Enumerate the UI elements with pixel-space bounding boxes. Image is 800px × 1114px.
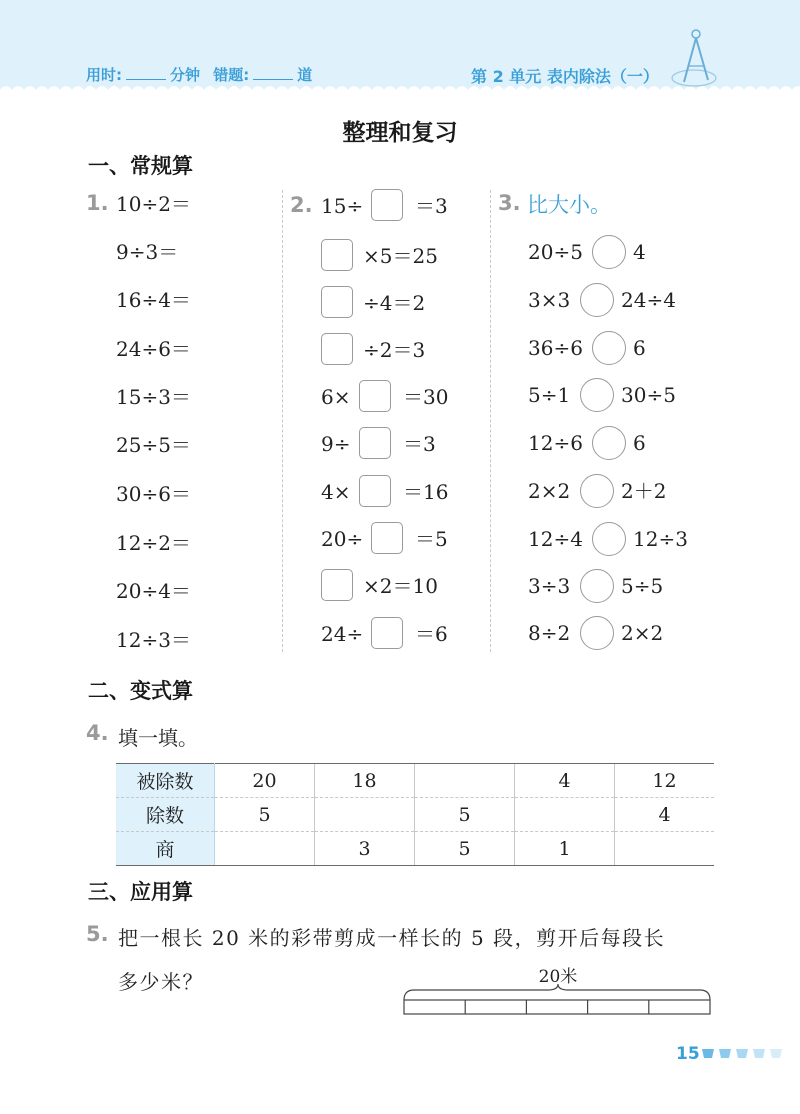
- ribbon-bar: [404, 1000, 710, 1014]
- compare-left: 2×2: [528, 479, 571, 503]
- answer-box[interactable]: [371, 522, 403, 554]
- section-heading-variant: 二、变式算: [88, 679, 193, 703]
- compare-circle[interactable]: [580, 474, 614, 508]
- question-number-1: 1.: [86, 191, 109, 215]
- row-header: 被除数: [116, 764, 215, 798]
- answer-box[interactable]: [359, 475, 391, 507]
- exercise-suffix: ÷2＝3: [363, 338, 426, 362]
- column-divider: [282, 190, 283, 652]
- blank-cell[interactable]: [215, 832, 315, 866]
- errors-blank[interactable]: [253, 65, 293, 80]
- answer-box[interactable]: [371, 617, 403, 649]
- compare-right: 6: [633, 431, 646, 455]
- table-cell: 4: [515, 764, 615, 798]
- page-number: 15: [676, 1044, 700, 1064]
- section-heading-application: 三、应用算: [88, 880, 193, 904]
- division-exercise: 24÷6＝: [116, 337, 191, 361]
- answer-box[interactable]: [321, 333, 353, 365]
- table-cell: 1: [515, 832, 615, 866]
- division-exercise: 10÷2＝: [116, 192, 191, 216]
- compare-circle[interactable]: [580, 569, 614, 603]
- exercise-prefix: 6×: [321, 385, 351, 409]
- division-exercise: 20÷4＝: [116, 579, 191, 603]
- table-cell: 5: [415, 798, 515, 832]
- division-exercise: 30÷6＝: [116, 482, 191, 506]
- compare-left: 36÷6: [528, 336, 583, 360]
- division-exercise: 9÷3＝: [116, 240, 179, 264]
- compare-left: 20÷5: [528, 240, 583, 264]
- division-exercise: 16÷4＝: [116, 288, 191, 312]
- answer-box[interactable]: [321, 239, 353, 271]
- exercise-suffix: ＝30: [403, 385, 449, 409]
- page-title: 整理和复习: [342, 120, 458, 146]
- exercise-suffix: ＝6: [415, 622, 448, 646]
- exercise-suffix: ＝3: [403, 432, 436, 456]
- exercise-prefix: 4×: [321, 480, 351, 504]
- exercise-suffix: ÷4＝2: [363, 291, 426, 315]
- compare-right: 24÷4: [621, 288, 676, 312]
- compare-circle[interactable]: [580, 616, 614, 650]
- word-problem-line1: 把一根长 20 米的彩带剪成一样长的 5 段，剪开后每段长: [118, 926, 666, 950]
- exercise-suffix: ×5＝25: [363, 244, 438, 268]
- compass-icon: [668, 26, 720, 92]
- answer-box[interactable]: [321, 569, 353, 601]
- answer-box[interactable]: [321, 286, 353, 318]
- exercise-prefix: 15÷: [321, 194, 364, 218]
- exercise-suffix: ＝16: [403, 480, 449, 504]
- compare-right: 30÷5: [621, 383, 676, 407]
- compare-right: 12÷3: [633, 527, 688, 551]
- compare-circle[interactable]: [592, 522, 626, 556]
- unit-title: 第 2 单元 表内除法（一）: [471, 67, 659, 86]
- errors-unit: 道: [297, 66, 313, 84]
- division-exercise: 25÷5＝: [116, 433, 191, 457]
- compare-circle[interactable]: [592, 426, 626, 460]
- question-number-3: 3.: [498, 191, 521, 215]
- compare-left: 8÷2: [528, 621, 571, 645]
- exercise-prefix: 9÷: [321, 432, 351, 456]
- compare-right: 5÷5: [621, 574, 664, 598]
- blank-cell[interactable]: [415, 764, 515, 798]
- table-cell: 20: [215, 764, 315, 798]
- exercise-prefix: 24÷: [321, 622, 364, 646]
- answer-box[interactable]: [359, 380, 391, 412]
- answer-box[interactable]: [371, 189, 403, 221]
- division-exercise: 12÷3＝: [116, 628, 191, 652]
- compare-left: 12÷6: [528, 431, 583, 455]
- table-row: [116, 832, 714, 866]
- compare-right: 2＋2: [621, 479, 667, 503]
- fill-instruction: 填一填。: [118, 726, 198, 750]
- division-exercise: 12÷2＝: [116, 531, 191, 555]
- compare-instruction: 比大小。: [527, 193, 611, 217]
- exercise-prefix: 20÷: [321, 527, 364, 551]
- exercise-suffix: ×2＝10: [363, 574, 438, 598]
- table-cell: 5: [415, 832, 515, 866]
- table-cell: 18: [315, 764, 415, 798]
- table-cell: 12: [615, 764, 715, 798]
- question-number-5: 5.: [86, 922, 109, 946]
- row-header: 除数: [116, 798, 215, 832]
- table-cell: 5: [215, 798, 315, 832]
- segment-diagram: [400, 962, 720, 1022]
- division-table: [116, 763, 714, 866]
- question-number-4: 4.: [86, 721, 109, 745]
- compare-circle[interactable]: [580, 283, 614, 317]
- compare-circle[interactable]: [592, 235, 626, 269]
- table-cell: 3: [315, 832, 415, 866]
- answer-box[interactable]: [359, 427, 391, 459]
- table-row: [116, 798, 714, 832]
- exercise-suffix: ＝3: [415, 194, 448, 218]
- compare-right: 6: [633, 336, 646, 360]
- compare-circle[interactable]: [580, 378, 614, 412]
- decorative-cups: [700, 1047, 790, 1061]
- compare-circle[interactable]: [592, 331, 626, 365]
- blank-cell[interactable]: [615, 832, 715, 866]
- compare-right: 2×2: [621, 621, 664, 645]
- exercise-suffix: ＝5: [415, 527, 448, 551]
- row-header: 商: [116, 832, 215, 866]
- time-record: [86, 64, 312, 85]
- section-heading-routine: 一、常规算: [88, 154, 193, 178]
- time-label: 用时:: [86, 66, 122, 84]
- errors-label: 错题:: [213, 66, 250, 84]
- table-cell: 4: [615, 798, 715, 832]
- time-blank[interactable]: [126, 65, 166, 80]
- diagram-brace: [404, 984, 710, 1000]
- table-row: [116, 764, 714, 798]
- word-problem-line2: 多少米？: [118, 970, 204, 994]
- compare-left: 3÷3: [528, 574, 571, 598]
- division-exercise: 15÷3＝: [116, 385, 191, 409]
- compare-left: 3×3: [528, 288, 571, 312]
- blank-cell[interactable]: [315, 798, 415, 832]
- compare-left: 12÷4: [528, 527, 583, 551]
- compare-right: 4: [633, 240, 646, 264]
- question-number-2: 2.: [290, 193, 313, 217]
- column-divider: [490, 190, 491, 652]
- minutes-label: 分钟: [170, 66, 201, 84]
- diagram-length-label: 20米: [538, 967, 578, 987]
- compare-left: 5÷1: [528, 383, 571, 407]
- blank-cell[interactable]: [515, 798, 615, 832]
